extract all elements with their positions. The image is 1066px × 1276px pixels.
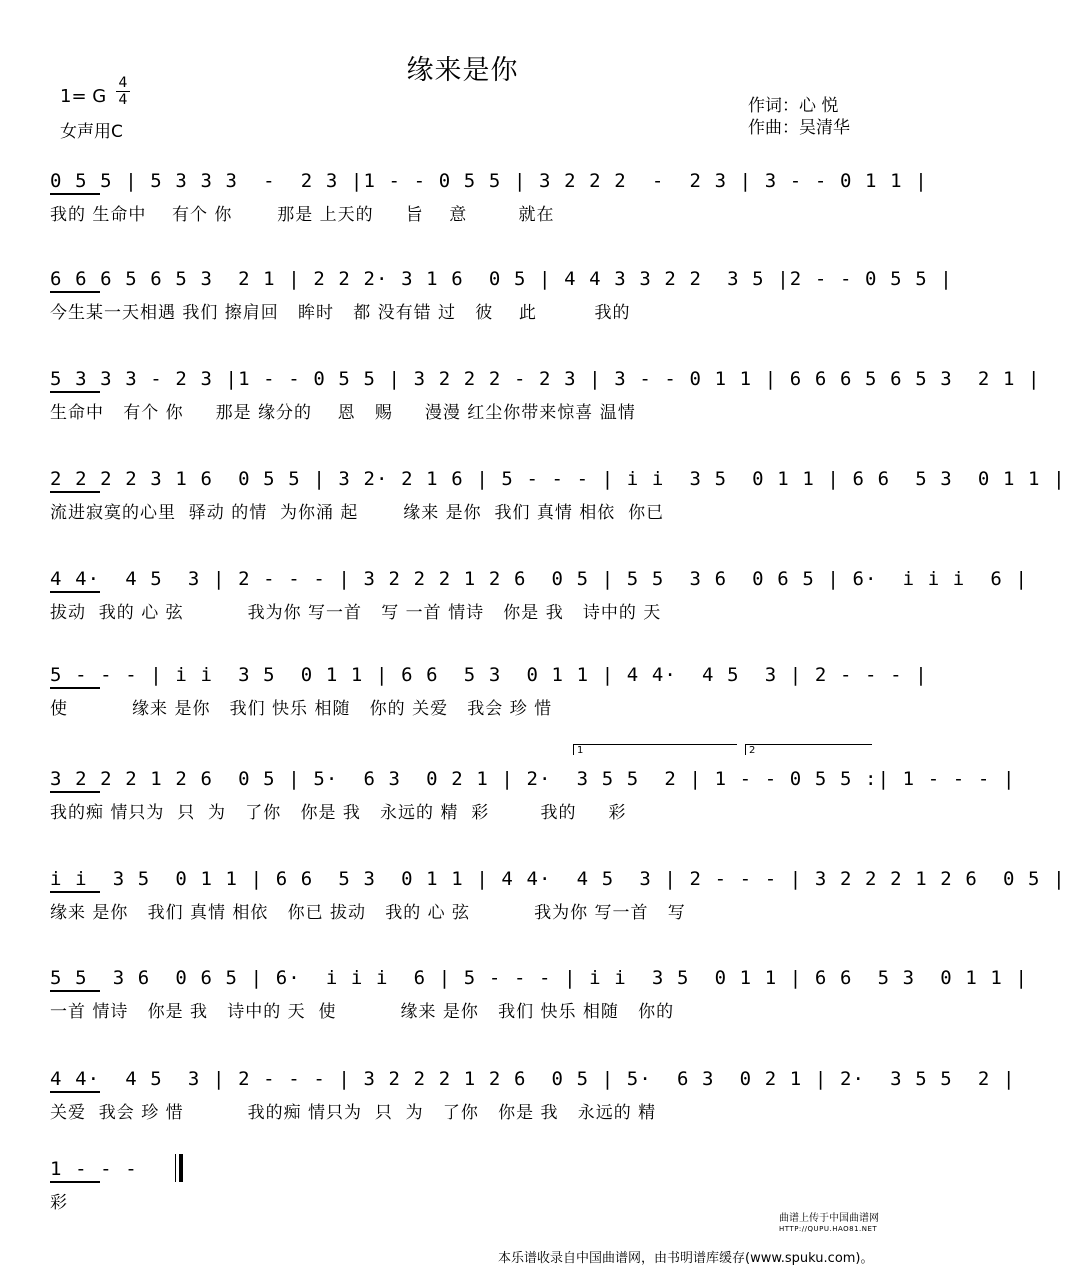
lyrics-line: 彩 [50,1193,68,1213]
voice-label: 女声用C [60,122,123,142]
beam-underline [50,391,100,393]
beam-underline [50,193,100,195]
notation-line: 5 3 3 3 - 2 3 |1 - - 0 5 5 | 3 2 2 2 - 2 3 | 3 - - 0 1 1 | 6 6 6 5 6 5 3 2 1 | [50,368,1041,390]
lyrics-line: 使 缘来 是你 我们 快乐 相随 你的 关爱 我会 珍 惜 [50,699,553,719]
final-barline-thin [175,1154,176,1182]
notation-line: 6 6 6 5 6 5 3 2 1 | 2 2 2· 3 1 6 0 5 | 4 4 3 3 2 2 3 5 |2 - - 0 5 5 | [50,268,953,290]
lyrics-line: 今生某一天相遇 我们 擦肩回 眸时 都 没有错 过 彼 此 我的 [50,303,631,323]
beam-underline [50,791,100,793]
lyrics-line: 关爱 我会 珍 惜 我的痴 情只为 只 为 了你 你是 我 永远的 精 [50,1103,657,1123]
lyrics-line: 一首 情诗 你是 我 诗中的 天 使 缘来 是你 我们 快乐 相随 你的 [50,1002,675,1022]
beam-underline [50,1181,100,1183]
lyrics-line: 拔动 我的 心 弦 我为你 写一首 写 一首 情诗 你是 我 诗中的 天 [50,603,662,623]
source-badge-url: HTTP://QUPU.HAO81.NET [779,1225,878,1233]
time-signature [116,76,130,107]
notation-line: 4 4· 4 5 3 | 2 - - - | 3 2 2 2 1 2 6 0 5 | 5· 6 3 0 2 1 | 2· 3 5 5 2 | [50,1068,1016,1090]
notation-line: 3 2 2 2 1 2 6 0 5 | 5· 6 3 0 2 1 | 2· 3 5 5 2 | 1 - - 0 5 5 :| 1 - - - | [50,768,1016,790]
beam-underline [50,687,100,689]
final-barline-thick [179,1154,183,1182]
beam-underline [50,891,100,893]
beam-underline [50,990,100,992]
beam-underline [50,291,100,293]
notation-line: 0 5 5 | 5 3 3 3 - 2 3 |1 - - 0 5 5 | 3 2 2 2 - 2 3 | 3 - - 0 1 1 | [50,170,928,192]
lyrics-line: 生命中 有个 你 那是 缘分的 恩 赐 漫漫 红尘你带来惊喜 温情 [50,403,636,423]
lyrics-line: 缘来 是你 我们 真情 相依 你已 拔动 我的 心 弦 我为你 写一首 写 [50,903,686,923]
lyrics-line: 我的 生命中 有个 你 那是 上天的 旨 意 就在 [50,205,555,225]
notation-line: 5 - - - | i i 3 5 0 1 1 | 6 6 5 3 0 1 1 | 4 4· 4 5 3 | 2 - - - | [50,664,928,686]
time-signature-bottom: 4 [118,92,128,108]
notation-line: 2 2 2 2 3 1 6 0 5 5 | 3 2· 2 1 6 | 5 - - - | i i 3 5 0 1 1 | 6 6 5 3 0 1 1 | [50,468,1066,490]
source-badge-title: 曲谱上传于中国曲谱网 [779,1213,879,1224]
notation-line: i i 3 5 0 1 1 | 6 6 5 3 0 1 1 | 4 4· 4 5 3 | 2 - - - | 3 2 2 2 1 2 6 0 5 | [50,868,1066,890]
notation-line: 1 - - - [50,1158,138,1180]
key-signature: 1= G [60,86,107,107]
second-ending-bracket [745,744,872,755]
lyrics-line: 流进寂寞的心里 驿动 的情 为你涌 起 缘来 是你 我们 真情 相依 你已 [50,503,665,523]
lyrics-line: 我的痴 情只为 只 为 了你 你是 我 永远的 精 彩 我的 彩 [50,803,627,823]
second-ending-number: 2 [749,745,756,756]
time-signature-top: 4 [118,75,128,91]
song-title: 缘来是你 [406,55,519,86]
beam-underline [50,1091,100,1093]
beam-underline [50,491,100,493]
first-ending-number: 1 [577,745,584,756]
beam-underline [50,591,100,593]
first-ending-bracket [573,744,737,755]
lyricist-credit: 作词：心 悦 [748,96,839,116]
footer-note: 本乐谱收录自中国曲谱网，由书明谱库缓存(www.spuku.com)。 [498,1251,874,1266]
source-badge [779,1213,879,1235]
composer-credit: 作曲：吴清华 [748,118,850,138]
notation-line: 4 4· 4 5 3 | 2 - - - | 3 2 2 2 1 2 6 0 5 | 5 5 3 6 0 6 5 | 6· i i i 6 | [50,568,1029,590]
notation-line: 5 5 3 6 0 6 5 | 6· i i i 6 | 5 - - - | i i 3 5 0 1 1 | 6 6 5 3 0 1 1 | [50,967,1029,989]
